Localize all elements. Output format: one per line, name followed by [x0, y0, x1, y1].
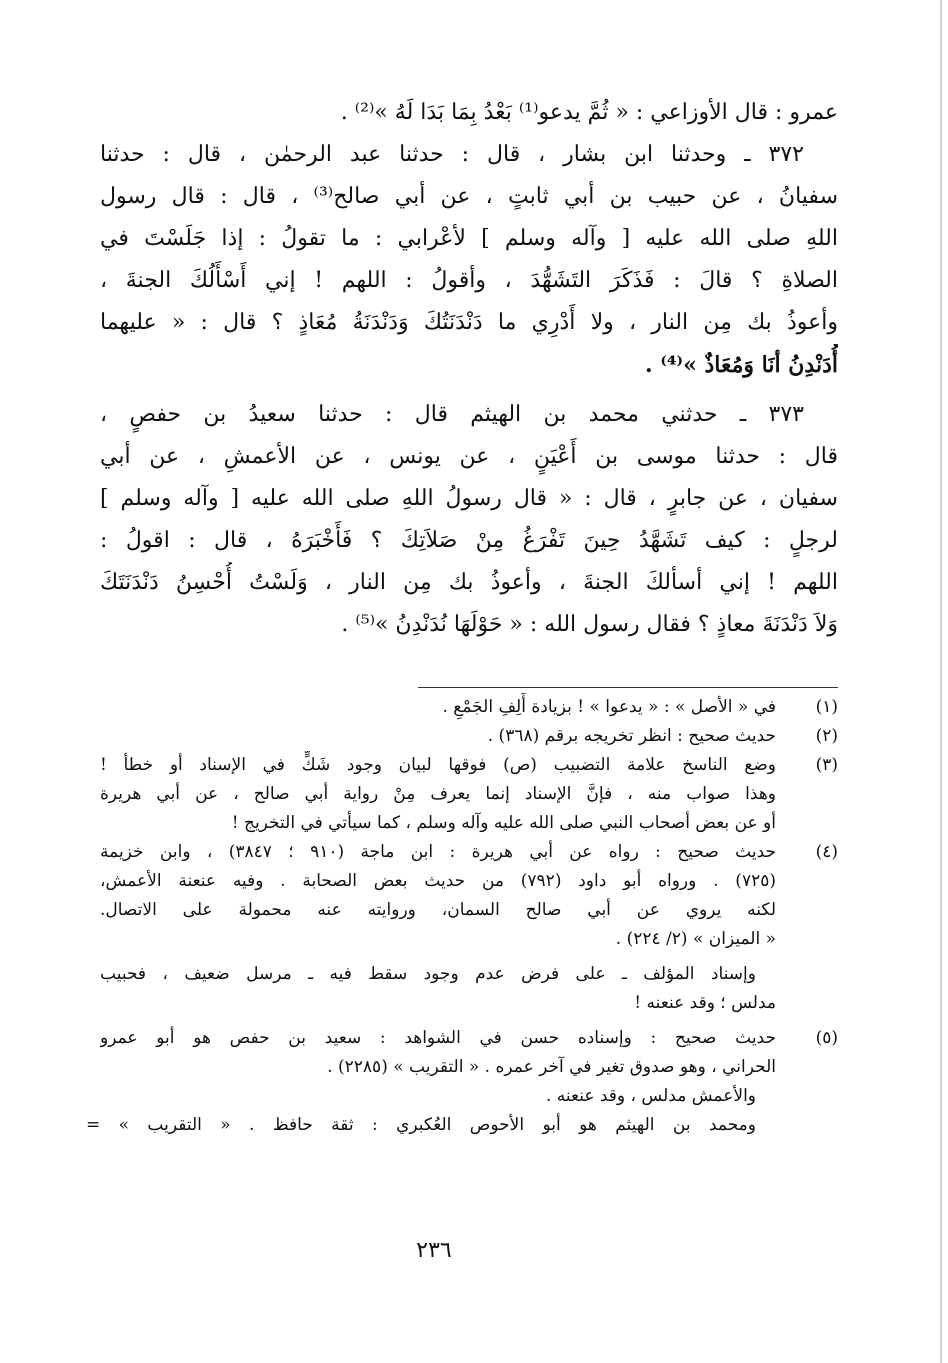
- text-line: اللهِ صلى الله عليه [ وآله وسلم ] لأعْرابي : ما تقولُ : إذا جَلَسْتَ في: [100, 226, 838, 251]
- text-line: اللهم ! إني أسألكَ الجنةَ ، وأعوذُ بك مِن النار ، وَلَسْتُ أُحْسِنُ دَنْدَنَتَكَ: [100, 570, 838, 595]
- text-line: وأعوذُ بك مِن النار ، ولا أَدْرِي ما دَنْدَنَتُكَ وَدَنْدَنَةُ مُعَاذٍ ؟ قال : « عليهما: [100, 310, 838, 335]
- footnote-number: (٢): [815, 726, 838, 746]
- footnotes: [86, 693, 838, 1140]
- footnote-separator: [418, 687, 838, 688]
- footnote-number: (٤): [815, 842, 838, 862]
- footnote-line: لكنه يروي عن أبي صالح السمان، وروايته عنه محمولة على الاتصال.: [100, 900, 776, 920]
- text-line: سفيانُ ، عن حبيب بن أبي ثابتٍ ، عن أبي صالح⁽³⁾ ، قال : قال رسول: [100, 184, 838, 209]
- footnote-line: حديث صحيح : وإسناده حسن في الشواهد : سعيد بن حفص هو أبو عمرو: [100, 1028, 776, 1048]
- text-line: عمرو : قال الأوزاعي : « ثُمَّ يدعو⁽¹⁾ بَعْدُ بِمَا بَدَا لَهُ »⁽²⁾ .: [340, 100, 838, 125]
- footnote-line: حديث صحيح : انظر تخريجه برقم (٣٦٨) .: [487, 726, 776, 746]
- text-line: لرجلٍ : كيف تَشَهَّدُ حِينَ تَفْرَغُ مِنْ صَلاَتِكَ ؟ فَأَخْبَرَهُ ، قال : اقولُ :: [100, 528, 838, 553]
- page-edge-shadow: [940, 0, 942, 1363]
- footnote-line: في « الأصل » : « يدعوا » ! بزيادة أَلِفِ الجَمْعِ .: [442, 697, 776, 717]
- text-line: ٣٧٢ ـ وحدثنا ابن بشار ، قال : حدثنا عبد الرحمٰن ، قال : حدثنا: [100, 142, 804, 167]
- footnote: [100, 722, 838, 751]
- footnote-line: وضع الناسخ علامة التضبيب (ص) فوقها لبيان وجود شَكٍّ في الإسناد أو خطأ !: [100, 755, 776, 775]
- footnote: [100, 693, 838, 722]
- footnote-line: الحراني ، وهو صدوق تغير في آخر عمره . « التقريب » (٢٢٨٥) .: [327, 1057, 776, 1077]
- footnote-line: أو عن بعض أصحاب النبي صلى الله عليه وآله وسلم ، كما سيأتي في التخريج !: [231, 813, 776, 833]
- text-line: ٣٧٣ ـ حدثني محمد بن الهيثم قال : حدثنا سعيدُ بن حفصٍ ،: [100, 402, 804, 427]
- footnote: [86, 1024, 838, 1140]
- text-line: أُدَنْدِنُ أنَا وَمُعَاذٌ »⁽⁴⁾ .: [645, 352, 838, 378]
- footnote-line: حديث صحيح : رواه عن أبي هريرة : ابن ماجة (٩١٠ ؛ ٣٨٤٧) ، وابن خزيمة: [100, 842, 776, 862]
- footnote: [100, 751, 838, 838]
- footnote-number: (٣): [815, 755, 838, 775]
- text-line: وَلاَ دَنْدَنَةَ معاذٍ ؟ فقال رسول الله : « حَوْلَهَا نُدَنْدِنُ »⁽⁵⁾ .: [341, 612, 838, 637]
- page-number: ٢٣٦: [416, 1238, 452, 1263]
- footnote-line: ومحمد بن الهيثم هو أبو الأحوص العُكبري : ثقة حافظ . « التقريب » =: [86, 1115, 756, 1135]
- text-line: الصلاةِ ؟ قالَ : فَذَكَرَ التَشَهُّدَ ، وأقولُ : اللهم ! إني أَسْأَلُكَ الجنةَ ،: [100, 268, 838, 293]
- footnote-number: (٥): [815, 1028, 838, 1048]
- footnote: [100, 838, 838, 1018]
- footnote-line: والأعمش مدلس ، وقد عنعنه .: [545, 1086, 756, 1106]
- footnote-line: (٧٢٥) . ورواه أبو داود (٧٩٢) من حديث بعض الصحابة . وفيه عنعنة الأعمش،: [100, 871, 776, 891]
- main-text: [100, 92, 838, 646]
- footnote-line: وإسناد المؤلف ـ على فرض عدم وجود سقط فيه ـ مرسل ضعيف ، فحبيب: [100, 964, 756, 984]
- footnote-line: مدلس ؛ وقد عنعنه !: [634, 993, 776, 1013]
- footnote-line: « الميزان » (٢/ ٢٢٤) .: [615, 929, 776, 949]
- footnote-number: (١): [815, 697, 838, 717]
- text-line: قال : حدثنا موسى بن أَعْيَنٍ ، عن يونس ، عن الأعمشِ ، عن أبي: [100, 444, 838, 469]
- text-line: سفيان ، عن جابرٍ ، قال : « قال رسولُ اللهِ صلى الله عليه [ وآله وسلم ]: [100, 486, 838, 511]
- footnote-line: وهذا صواب منه ، فإنَّ الإسناد إنما يعرف مِنْ رواية أبي صالح ، عن أبي هريرة: [100, 784, 776, 804]
